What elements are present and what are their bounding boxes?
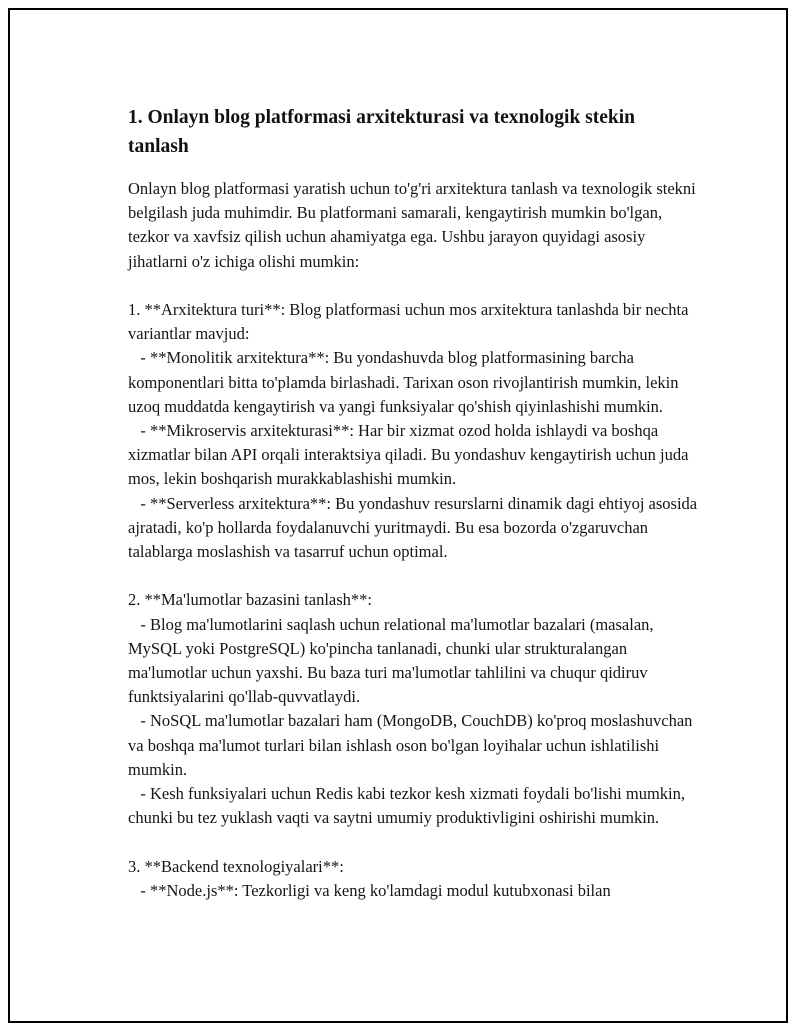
- page-frame: [8, 8, 788, 1023]
- document-title: 1. Onlayn blog platformasi arxitekturasi va texnologik stekin tanlash: [128, 107, 636, 157]
- document-content: [128, 103, 700, 903]
- document-body: Onlayn blog platformasi yaratish uchun to'g'ri arxitektura tanlash va texnologik stekni belgilash juda muhimdir. Bu platformani samarali, kengaytirish mumkin bo'lgan, tezkor va xavfsiz qilish uchun ahamiyatga ega. Ushbu jarayon quyidagi asosiy jihatlarni o'z ichiga olishi mumkin: 1. **Arxitektura turi**: Blog platformasi uchun mos arxitektura tanlashda bir nechta variantlar mavjud: - **Monolitik arxitektura**: Bu yondashuvda blog platformasining barcha komponentlari bitta to'plamda birlashadi. Tarixan oson rivojlantirish mumkin, lekin uzoq muddatda kengaytirish va yangi funksiyalar qo'shish qiyinlashishi mumkin. - **Mikroservis arxitekturasi**: Har bir xizmat ozod holda ishlaydi va boshqa xizmatlar bilan API orqali interaktsiya qiladi. Bu yondashuv kengaytirish uchun juda mos, lekin boshqarish murakkablashishi mumkin. - **Serverless arxitektura**: Bu yondashuv resurslarni dinamik dagi ehtiyoj asosida ajratadi, ko'p hollarda foydalanuvchi yuritmaydi. Bu esa bozorda o'zgaruvchan talablarga moslashish va tasarruf uchun optimal. 2. **Ma'lumotlar bazasini tanlash**: - Blog ma'lumotlarini saqlash uchun relational ma'lumotlar bazalari (masalan, MySQL yoki PostgreSQL) ko'pincha tanlanadi, chunki ular strukturalangan ma'lumotlar uchun yaxshi. Bu baza turi ma'lumotlar tahlilini va chuqur qidiruv funktsiyalarini qo'llab-quvvatlaydi. - NoSQL ma'lumotlar bazalari ham (MongoDB, CouchDB) ko'proq moslashuvchan va boshqa ma'lumot turlari bilan ishlash oson bo'lgan loyihalar uchun ishlatilishi mumkin. - Kesh funksiyalari uchun Redis kabi tezkor kesh xizmati foydali bo'lishi mumkin, chunki bu tez yuklash vaqti va saytni umumiy produktivligini oshirishi mumkin. 3. **Backend texnologiyalari**: - **Node.js**: Tezkorligi va keng ko'lamdagi modul kutubxonasi bilan: [128, 179, 698, 900]
